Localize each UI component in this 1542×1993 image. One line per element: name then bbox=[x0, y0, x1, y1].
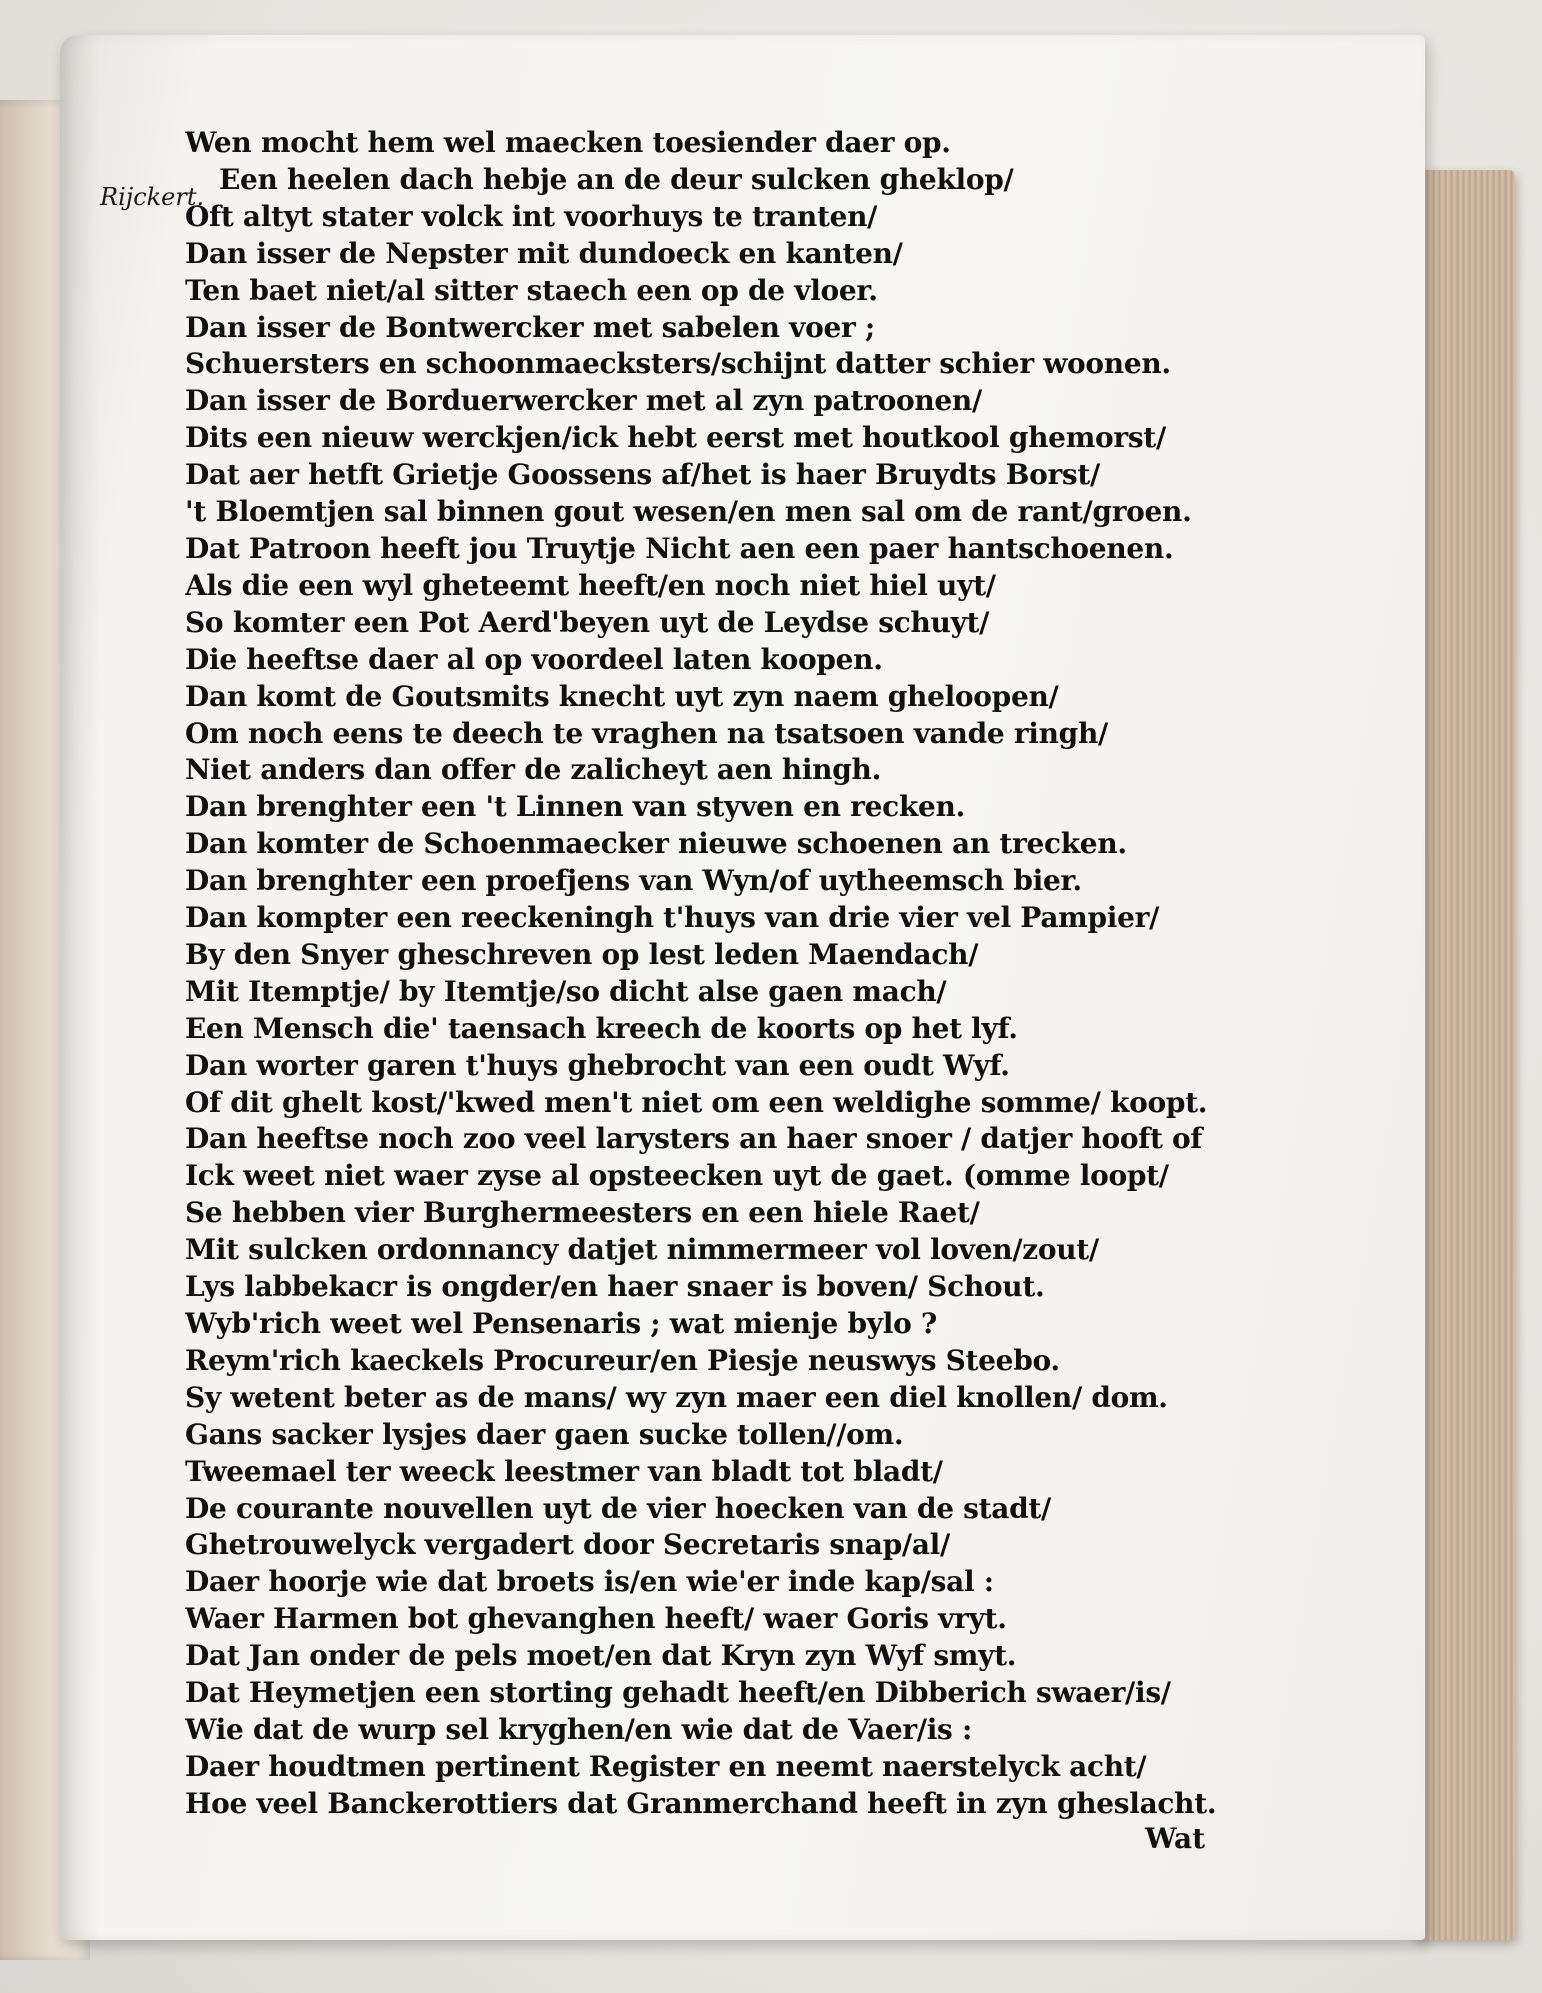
verse-line: Daer houdtmen pertinent Register en neemt naerstelyck acht/ bbox=[185, 1749, 1147, 1783]
verse-line: Dits een nieuw werckjen/ick hebt eerst met houtkool ghemorst/ bbox=[185, 421, 1166, 455]
verse-line: Wen mocht hem wel maecken toesiender daer op. bbox=[185, 126, 951, 159]
book-page bbox=[60, 35, 1425, 1940]
verse-line: Dan isser de Borduerwercker met al zyn patroonen/ bbox=[185, 384, 982, 418]
verse-line: Wie dat de wurp sel kryghen/en wie dat de Vaer/is : bbox=[185, 1712, 972, 1746]
verse-line: Een heelen dach hebje an de deur sulcken gheklop/ bbox=[219, 162, 1014, 196]
verse-line: Oft altyt stater volck int voorhuys te tranten/ bbox=[185, 199, 878, 233]
verse-line: Mit Itemptje/ by Itemtje/so dicht alse gaen mach/ bbox=[185, 974, 947, 1008]
verse-line: Reym'rich kaeckels Procureur/en Piesje neuswys Steebo. bbox=[185, 1343, 1060, 1377]
verse-text bbox=[185, 125, 1305, 1823]
verse-line: Mit sulcken ordonnancy datjet nimmermeer vol loven/zout/ bbox=[185, 1233, 1099, 1267]
verse-line: Daer hoorje wie dat broets is/en wie'er inde kap/sal : bbox=[185, 1565, 994, 1599]
verse-line: Dan kompter een reeckeningh t'huys van drie vier vel Pampier/ bbox=[185, 901, 1159, 935]
verse-line: Dat Heymetjen een storting gehadt heeft/en Dibberich swaer/is/ bbox=[185, 1676, 1171, 1710]
book-fore-edge bbox=[1415, 170, 1515, 1940]
verse-line: Dat Patroon heeft jou Truytje Nicht aen een paer hantschoenen. bbox=[185, 531, 1174, 565]
verse-line: Om noch eens te deech te vraghen na tsatsoen vande ringh/ bbox=[185, 716, 1108, 750]
verse-line: Dan worter garen t'huys ghebrocht van een oudt Wyf. bbox=[185, 1048, 1010, 1082]
verse-line: Waer Harmen bot ghevanghen heeft/ waer Goris vryt. bbox=[185, 1602, 1007, 1636]
verse-line: Dan brenghter een proefjens van Wyn/of uytheemsch bier. bbox=[185, 864, 1082, 898]
verse-line: Tweemael ter weeck leestmer van bladt tot bladt/ bbox=[185, 1454, 943, 1488]
verse-line: Sy wetent beter as de mans/ wy zyn maer een diel knollen/ dom. bbox=[185, 1380, 1168, 1414]
verse-line: Ick weet niet waer zyse al opsteecken uyt de gaet. (omme loopt/ bbox=[185, 1159, 1169, 1193]
verse-line: Dan isser de Nepster mit dundoeck en kanten/ bbox=[185, 236, 903, 270]
verse-line: So komter een Pot Aerd'beyen uyt de Leydse schuyt/ bbox=[185, 605, 990, 639]
verse-line: Ten baet niet/al sitter staech een op de vloer. bbox=[185, 273, 878, 307]
speaker-margin-note: Rijckert. bbox=[100, 183, 205, 211]
verse-line: Dat aer hetft Grietje Goossens af/het is haer Bruydts Borst/ bbox=[185, 458, 1100, 492]
verse-line: 't Bloemtjen sal binnen gout wesen/en men sal om de rant/groen. bbox=[185, 495, 1192, 529]
verse-line: Ghetrouwelyck vergadert door Secretaris snap/al/ bbox=[185, 1528, 950, 1562]
verse-line: Schuersters en schoonmaecksters/schijnt datter schier woonen. bbox=[185, 347, 1171, 381]
verse-line: Dat Jan onder de pels moet/en dat Kryn zyn Wyf smyt. bbox=[185, 1639, 1017, 1673]
verse-line: Hoe veel Banckerottiers dat Granmerchand heeft in zyn gheslacht. bbox=[185, 1786, 1217, 1820]
verse-line: Dan isser de Bontwercker met sabelen voer ; bbox=[185, 310, 875, 344]
catchword: Wat bbox=[1145, 1822, 1206, 1855]
verse-line: Een Mensch die' taensach kreech de koorts op het lyf. bbox=[185, 1011, 1018, 1045]
verse-line: Die heeftse daer al op voordeel laten koopen. bbox=[185, 642, 883, 676]
verse-line: Niet anders dan offer de zalicheyt aen hingh. bbox=[185, 753, 882, 787]
verse-line: By den Snyer gheschreven op lest leden Maendach/ bbox=[185, 937, 979, 971]
verse-line: Dan komt de Goutsmits knecht uyt zyn naem gheloopen/ bbox=[185, 679, 1059, 713]
verse-line: Of dit ghelt kost/'kwed men't niet om een weldighe somme/ koopt. bbox=[185, 1085, 1208, 1119]
verse-line: Dan komter de Schoenmaecker nieuwe schoenen an trecken. bbox=[185, 827, 1127, 861]
verse-line: De courante nouvellen uyt de vier hoecken van de stadt/ bbox=[185, 1491, 1051, 1525]
verse-line: Gans sacker lysjes daer gaen sucke tollen//om. bbox=[185, 1417, 904, 1451]
gutter-shadow bbox=[60, 35, 100, 1940]
verse-line: Als die een wyl gheteemt heeft/en noch niet hiel uyt/ bbox=[185, 568, 996, 602]
verse-line: Lys labbekacr is ongder/en haer snaer is boven/ Schout. bbox=[185, 1270, 1045, 1304]
verse-line: Se hebben vier Burghermeesters en een hiele Raet/ bbox=[185, 1196, 980, 1230]
verse-line: Dan brenghter een 't Linnen van styven en recken. bbox=[185, 790, 965, 824]
verse-line: Dan heeftse noch zoo veel larysters an haer snoer / datjer hooft of bbox=[185, 1122, 1203, 1156]
verse-line: Wyb'rich weet wel Pensenaris ; wat mienje bylo ? bbox=[185, 1307, 938, 1340]
